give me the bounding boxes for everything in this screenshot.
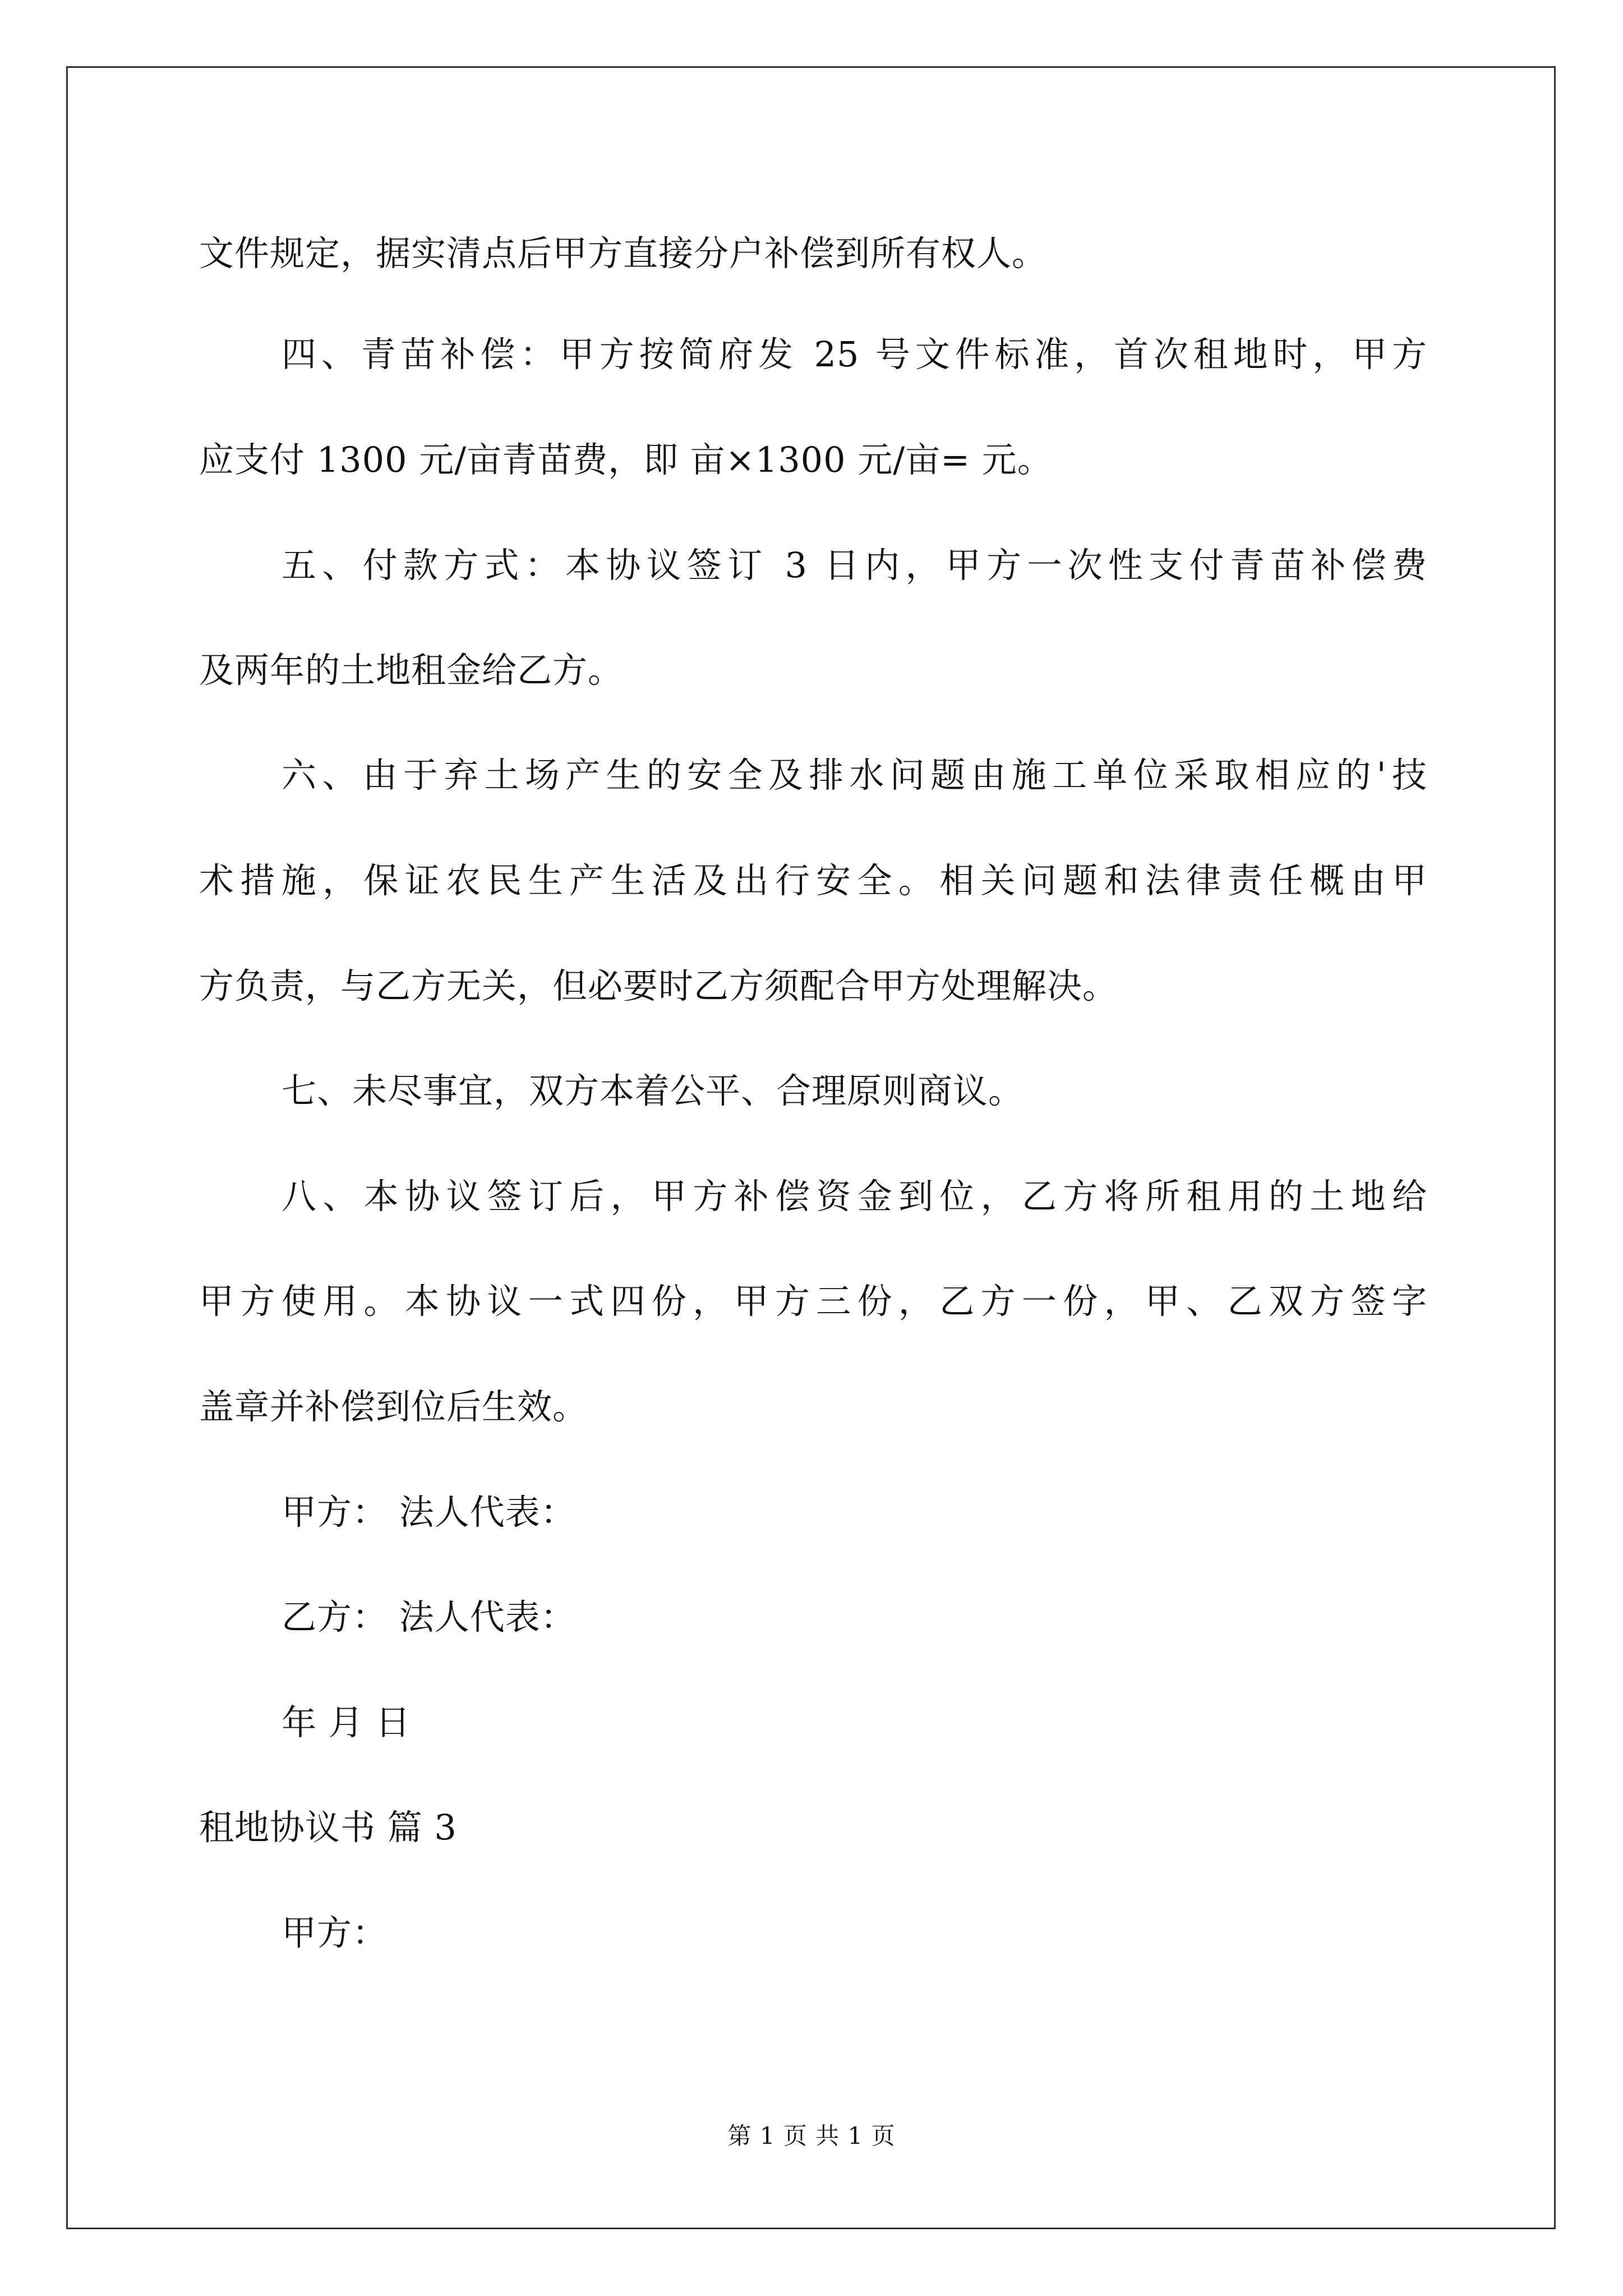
paragraph-line: 及两年的土地租金给乙方。 (199, 650, 624, 691)
section-heading: 租地协议书 篇 3 (199, 1807, 457, 1848)
page-border (66, 66, 1556, 2229)
date-line: 年 月 日 (282, 1702, 411, 1743)
paragraph-line: 六、由于弃土场产生的安全及排水问题由施工单位采取相应的'技 (282, 754, 1427, 795)
paragraph-line: 四、青苗补偿：甲方按简府发 25 号文件标准，首次租地时，甲方 (282, 334, 1427, 375)
paragraph-line: 方负责，与乙方无关，但必要时乙方须配合甲方处理解决。 (199, 965, 1118, 1006)
page-footer: 第 1 页 共 1 页 (727, 2122, 896, 2150)
paragraph-line: 甲方使用。本协议一式四份，甲方三份，乙方一份，甲、乙双方签字 (199, 1281, 1427, 1322)
paragraph-line: 盖章并补偿到位后生效。 (199, 1386, 588, 1427)
paragraph-line: 五、付款方式：本协议签订 3 日内，甲方一次性支付青苗补偿费 (282, 545, 1427, 586)
signature-line-party-b: 乙方： 法人代表： (282, 1596, 576, 1637)
paragraph-line: 文件规定，据实清点后甲方直接分户补偿到所有权人。 (199, 233, 1048, 274)
paragraph-line: 术措施，保证农民生产生活及出行安全。相关问题和法律责任概由甲 (199, 860, 1427, 901)
signature-line-party-a: 甲方： 法人代表： (282, 1492, 576, 1533)
paragraph-line: 应支付 1300 元/亩青苗费，即 亩×1300 元/亩= 元。 (199, 439, 1053, 480)
paragraph-line: 七、未尽事宜，双方本着公平、合理原则商议。 (282, 1070, 1024, 1111)
paragraph-line: 甲方： (282, 1912, 388, 1953)
paragraph-line: 八、本协议签订后，甲方补偿资金到位，乙方将所租用的土地给 (282, 1176, 1427, 1217)
